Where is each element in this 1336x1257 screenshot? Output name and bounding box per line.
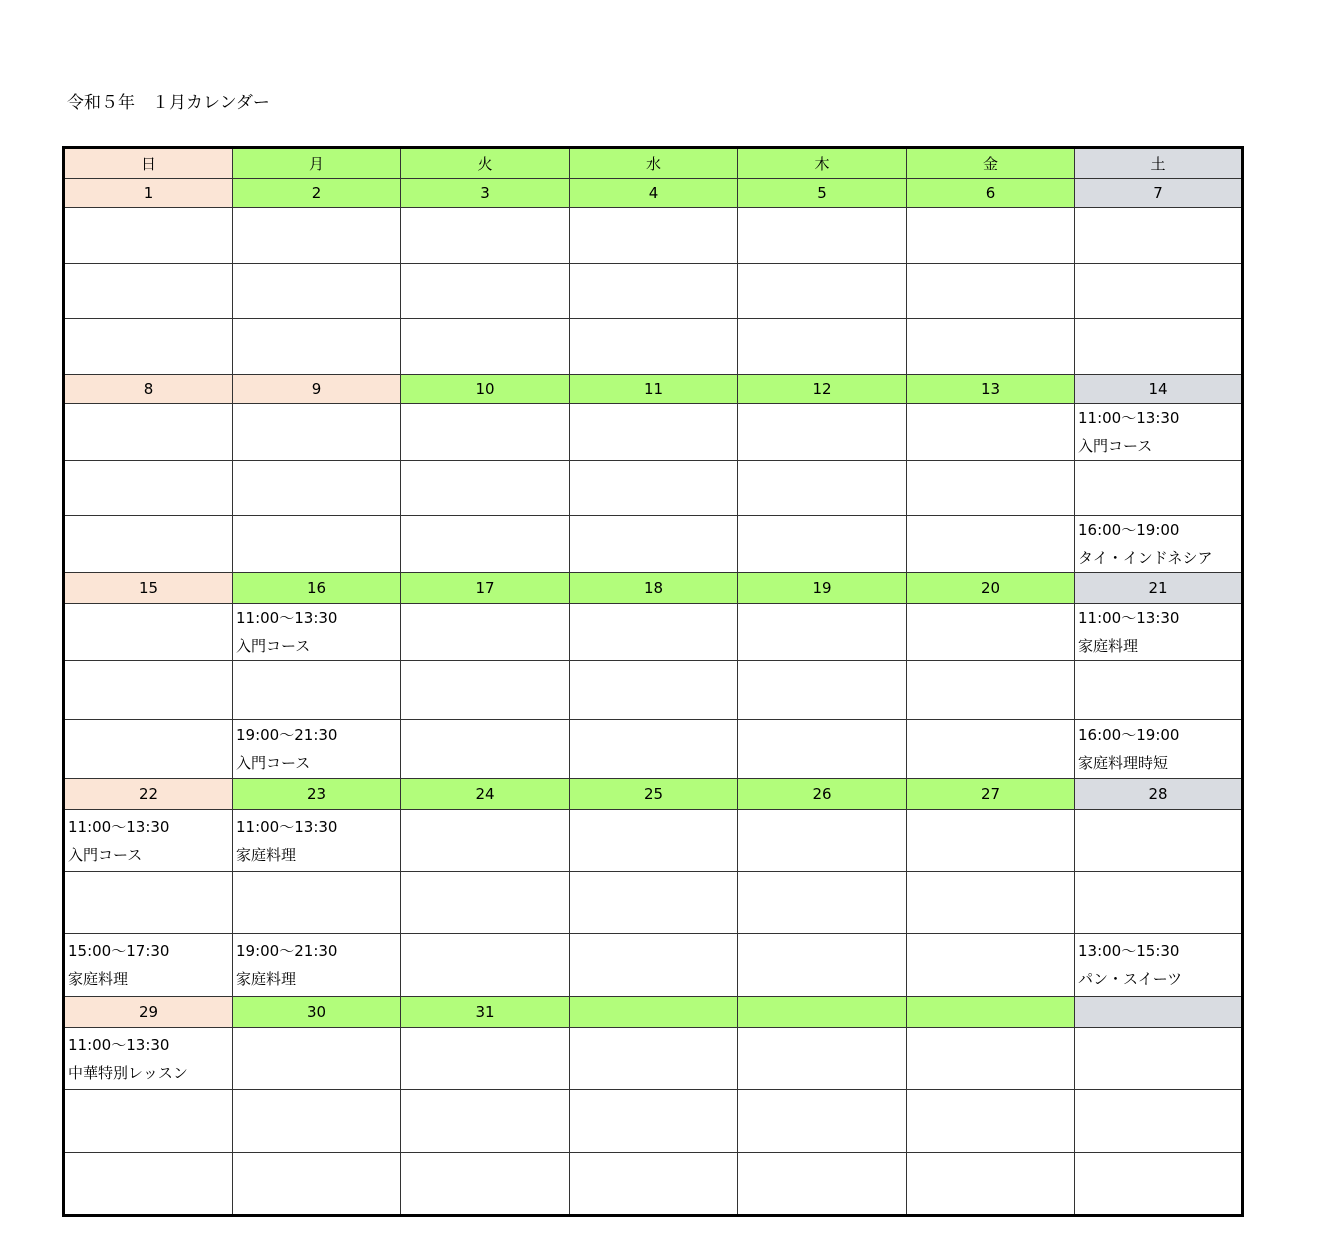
event-slot-cell	[64, 872, 233, 934]
event-slot-cell	[907, 934, 1075, 997]
event-slot-cell	[401, 720, 570, 779]
event-slot-cell	[1075, 264, 1243, 319]
event-slot-cell	[233, 264, 401, 319]
event-slot-cell	[64, 1090, 233, 1153]
event-slot-cell	[1075, 404, 1243, 461]
event-slot-cell	[233, 934, 401, 997]
event-slot-cell	[233, 404, 401, 461]
event-slot-cell	[1075, 461, 1243, 516]
event-slot-row	[64, 934, 1243, 997]
event-slot-row	[64, 404, 1243, 461]
event-slot-cell	[401, 604, 570, 661]
day-number-cell	[570, 997, 738, 1028]
event-time: 11:00〜13:30	[1078, 609, 1180, 627]
event-slot-cell	[570, 461, 738, 516]
event-slot-row	[64, 319, 1243, 375]
event-slot-cell	[738, 1090, 907, 1153]
event-slot-cell	[401, 461, 570, 516]
day-number-cell: 11	[570, 375, 738, 404]
event-slot-cell	[1075, 319, 1243, 375]
event-slot-cell	[233, 720, 401, 779]
event-slot-cell	[570, 516, 738, 573]
event-slot-cell	[1075, 1028, 1243, 1090]
event-slot-cell	[401, 934, 570, 997]
day-number-cell: 23	[233, 779, 401, 810]
event-time: 11:00〜13:30	[236, 817, 338, 836]
day-number-cell	[907, 997, 1075, 1028]
event-slot-cell	[738, 461, 907, 516]
event-slot-cell	[738, 319, 907, 375]
event-slot-cell	[233, 319, 401, 375]
event-slot-cell	[570, 720, 738, 779]
event-time: 11:00〜13:30	[68, 1035, 170, 1054]
weekday-header-sun: 日	[64, 148, 233, 179]
event-slot-cell	[907, 810, 1075, 872]
event-slot-cell	[401, 208, 570, 264]
event-slot-cell	[1075, 934, 1243, 997]
event-slot-cell	[233, 872, 401, 934]
day-number-cell: 19	[738, 573, 907, 604]
event-slot-cell	[570, 661, 738, 720]
event-slot-row	[64, 872, 1243, 934]
event-course: 入門コース	[236, 754, 311, 772]
event-time: 19:00〜21:30	[236, 726, 338, 744]
event-slot-cell	[401, 404, 570, 461]
event-slot-cell	[1075, 604, 1243, 661]
event-slot-row	[64, 1028, 1243, 1090]
day-number-cell: 14	[1075, 375, 1243, 404]
event-slot-cell	[233, 208, 401, 264]
calendar-table	[62, 146, 1244, 1217]
event-slot-cell	[64, 264, 233, 319]
event-time: 16:00〜19:00	[1078, 726, 1180, 744]
event-slot-row	[64, 208, 1243, 264]
weekday-header-mon: 月	[233, 148, 401, 179]
event-slot-cell	[738, 934, 907, 997]
day-number-cell: 29	[64, 997, 233, 1028]
event-time: 13:00〜15:30	[1078, 942, 1180, 960]
day-number-cell	[738, 997, 907, 1028]
event-slot-cell	[907, 720, 1075, 779]
day-number-cell: 25	[570, 779, 738, 810]
event-slot-cell	[64, 404, 233, 461]
event-slot-row	[64, 720, 1243, 779]
event-slot-cell	[1075, 1090, 1243, 1153]
event-slot-cell	[1075, 720, 1243, 779]
day-number-cell: 13	[907, 375, 1075, 404]
day-number-cell: 6	[907, 179, 1075, 208]
event-slot-cell	[401, 1153, 570, 1216]
event-course: 入門コース	[236, 637, 311, 655]
event-slot-cell	[1075, 208, 1243, 264]
event-slot-cell	[907, 1153, 1075, 1216]
event-slot-cell	[1075, 810, 1243, 872]
event-time: 15:00〜17:30	[68, 942, 170, 960]
event-course: 家庭料理	[236, 845, 297, 864]
event-slot-cell	[233, 516, 401, 573]
event-slot-row	[64, 1153, 1243, 1216]
event-slot-cell	[233, 461, 401, 516]
event-slot-cell	[907, 319, 1075, 375]
event-slot-cell	[738, 264, 907, 319]
day-number-row	[64, 997, 1243, 1028]
event-slot-row	[64, 264, 1243, 319]
day-number-cell: 30	[233, 997, 401, 1028]
event-slot-cell	[401, 319, 570, 375]
event-slot-cell	[1075, 516, 1243, 573]
event-slot-cell	[401, 661, 570, 720]
event-slot-cell	[64, 516, 233, 573]
event-slot-cell	[401, 264, 570, 319]
day-number-cell: 24	[401, 779, 570, 810]
event-slot-cell	[570, 934, 738, 997]
event-course: 家庭料理時短	[1078, 754, 1169, 772]
day-number-cell: 18	[570, 573, 738, 604]
event-slot-cell	[570, 810, 738, 872]
event-slot-cell	[401, 872, 570, 934]
event-slot-cell	[570, 208, 738, 264]
event-slot-cell	[64, 1028, 233, 1090]
event-slot-cell	[738, 810, 907, 872]
event-slot-cell	[64, 461, 233, 516]
event-slot-cell	[401, 810, 570, 872]
event-slot-cell	[233, 810, 401, 872]
page-title: 令和５年 １月カレンダー	[67, 93, 270, 113]
event-slot-row	[64, 604, 1243, 661]
event-course: パン・スイーツ	[1078, 970, 1183, 988]
event-course: 家庭料理	[236, 970, 297, 988]
event-slot-cell	[570, 1153, 738, 1216]
event-slot-cell	[738, 872, 907, 934]
day-number-cell: 20	[907, 573, 1075, 604]
day-number-cell: 17	[401, 573, 570, 604]
day-number-cell: 28	[1075, 779, 1243, 810]
day-number-cell: 12	[738, 375, 907, 404]
event-slot-cell	[233, 1153, 401, 1216]
weekday-header-thu: 木	[738, 148, 907, 179]
event-slot-cell	[233, 1028, 401, 1090]
event-slot-cell	[233, 1090, 401, 1153]
event-time: 16:00〜19:00	[1078, 521, 1180, 539]
event-slot-cell	[907, 208, 1075, 264]
day-number-row	[64, 573, 1243, 604]
event-slot-cell	[907, 404, 1075, 461]
day-number-row	[64, 179, 1243, 208]
event-slot-cell	[570, 1028, 738, 1090]
event-slot-cell	[64, 810, 233, 872]
event-slot-cell	[738, 1153, 907, 1216]
event-slot-cell	[64, 1153, 233, 1216]
event-slot-cell	[570, 604, 738, 661]
event-slot-cell	[401, 516, 570, 573]
event-slot-cell	[907, 1090, 1075, 1153]
day-number-cell	[1075, 997, 1243, 1028]
event-slot-cell	[738, 604, 907, 661]
event-time: 11:00〜13:30	[1078, 409, 1180, 427]
event-slot-cell	[570, 404, 738, 461]
event-course: 家庭料理	[1078, 637, 1139, 655]
event-slot-cell	[64, 319, 233, 375]
event-time: 19:00〜21:30	[236, 942, 338, 960]
event-time: 11:00〜13:30	[68, 817, 170, 836]
event-slot-row	[64, 810, 1243, 872]
day-number-cell: 5	[738, 179, 907, 208]
event-slot-cell	[401, 1028, 570, 1090]
event-slot-cell	[570, 264, 738, 319]
event-slot-cell	[738, 1028, 907, 1090]
event-slot-cell	[64, 208, 233, 264]
event-slot-cell	[570, 319, 738, 375]
day-number-cell: 3	[401, 179, 570, 208]
event-slot-cell	[64, 604, 233, 661]
event-slot-cell	[738, 516, 907, 573]
event-slot-row	[64, 461, 1243, 516]
event-slot-row	[64, 516, 1243, 573]
event-slot-cell	[738, 208, 907, 264]
event-slot-cell	[64, 934, 233, 997]
event-slot-cell	[907, 461, 1075, 516]
day-number-cell: 8	[64, 375, 233, 404]
event-course: タイ・インドネシア	[1078, 549, 1213, 567]
event-slot-cell	[738, 404, 907, 461]
day-number-cell: 1	[64, 179, 233, 208]
event-slot-cell	[738, 720, 907, 779]
event-slot-cell	[738, 661, 907, 720]
day-number-cell: 4	[570, 179, 738, 208]
event-slot-cell	[401, 1090, 570, 1153]
event-slot-cell	[1075, 1153, 1243, 1216]
weekday-header-tue: 火	[401, 148, 570, 179]
weekday-header-sat: 土	[1075, 148, 1243, 179]
event-slot-row	[64, 661, 1243, 720]
event-course: 中華特別レッスン	[68, 1063, 188, 1082]
event-slot-cell	[907, 604, 1075, 661]
event-slot-row	[64, 1090, 1243, 1153]
event-slot-cell	[64, 720, 233, 779]
event-slot-cell	[907, 661, 1075, 720]
event-slot-cell	[233, 604, 401, 661]
day-number-cell: 31	[401, 997, 570, 1028]
event-slot-cell	[907, 516, 1075, 573]
day-number-row	[64, 375, 1243, 404]
event-slot-cell	[907, 872, 1075, 934]
day-number-cell: 21	[1075, 573, 1243, 604]
weekday-header-wed: 水	[570, 148, 738, 179]
event-slot-cell	[1075, 661, 1243, 720]
weekday-header-row	[64, 148, 1243, 179]
day-number-cell: 27	[907, 779, 1075, 810]
day-number-cell: 7	[1075, 179, 1243, 208]
day-number-cell: 10	[401, 375, 570, 404]
day-number-cell: 16	[233, 573, 401, 604]
event-course: 入門コース	[1078, 437, 1153, 455]
event-slot-cell	[907, 1028, 1075, 1090]
day-number-cell: 9	[233, 375, 401, 404]
event-slot-cell	[233, 661, 401, 720]
event-time: 11:00〜13:30	[236, 609, 338, 627]
day-number-cell: 15	[64, 573, 233, 604]
day-number-cell: 2	[233, 179, 401, 208]
event-slot-cell	[64, 661, 233, 720]
day-number-cell: 22	[64, 779, 233, 810]
event-slot-cell	[570, 1090, 738, 1153]
event-slot-cell	[1075, 872, 1243, 934]
event-course: 家庭料理	[68, 970, 129, 988]
day-number-cell: 26	[738, 779, 907, 810]
event-slot-cell	[570, 872, 738, 934]
weekday-header-fri: 金	[907, 148, 1075, 179]
event-course: 入門コース	[68, 845, 143, 864]
event-slot-cell	[907, 264, 1075, 319]
day-number-row	[64, 779, 1243, 810]
